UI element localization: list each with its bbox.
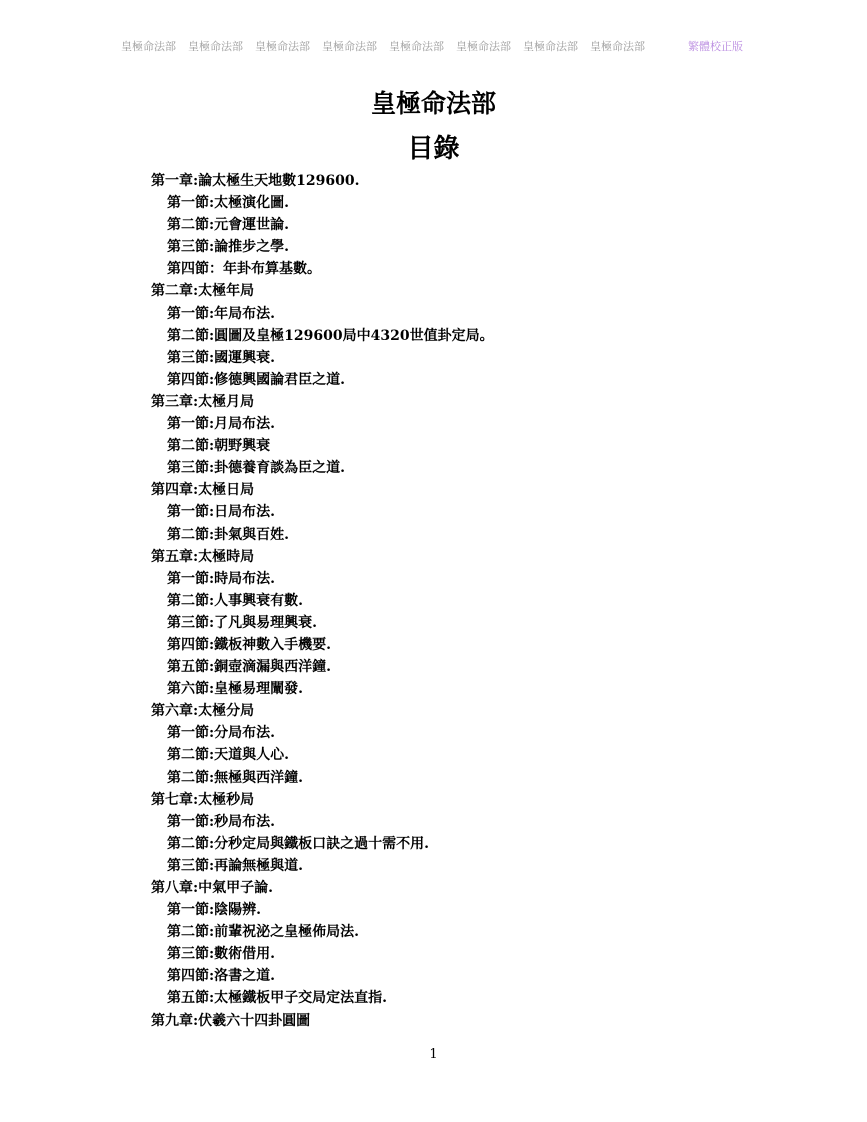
toc-chapter-entry: 第九章:伏羲六十四卦圓圖 — [151, 1012, 311, 1029]
toc-section-entry: 第三節:論推步之學. — [167, 239, 290, 256]
toc-section-entry: 第二節:圓圖及皇極129600局中4320世值卦定局。 — [167, 327, 494, 344]
toc-chapter-entry: 第一章:論太極生天地數129600. — [151, 173, 360, 189]
toc-section-entry: 第四節:鐵板神數入手機要. — [167, 636, 332, 653]
toc-section-entry: 第六節:皇極易理闡發. — [167, 681, 304, 698]
book-title: 皇極命法部 — [370, 89, 496, 118]
header-item: 皇極命法部 — [590, 40, 645, 53]
toc-section-entry: 第三節:卦德養育談為臣之道. — [167, 460, 346, 477]
toc-section-entry: 第二節:人事興衰有數. — [167, 592, 304, 609]
toc-section-entry: 第四節:修德興國論君臣之道. — [167, 371, 346, 388]
header-item: 皇極命法部 — [389, 40, 444, 53]
toc-section-entry: 第五節:太極鐵板甲子交局定法直指. — [167, 990, 388, 1007]
toc-section-entry: 第二節:分秒定局與鐵板口訣之過十需不用. — [167, 835, 430, 852]
toc-chapter-entry: 第八章:中氣甲子論. — [151, 880, 274, 896]
toc-section-entry: 第二節:朝野興衰 — [167, 438, 271, 455]
table-of-contents — [151, 170, 771, 1032]
edition-tag: 繁體校正版 — [688, 40, 743, 53]
toc-section-entry: 第一節:時局布法. — [167, 570, 276, 587]
toc-chapter-entry: 第七章:太極秒局 — [151, 791, 255, 808]
toc-section-entry: 第二節:無極與西洋鐘. — [167, 769, 304, 786]
page-number: 1 — [429, 1047, 438, 1062]
toc-section-entry: 第三節:數術借用. — [167, 946, 276, 963]
toc-chapter-entry: 第二章:太極年局 — [151, 283, 255, 300]
toc-section-entry: 第五節:銅壺滴漏與西洋鐘. — [167, 659, 332, 676]
toc-section-entry: 第一節:秒局布法. — [167, 813, 276, 830]
toc-section-entry: 第二節:天道與人心. — [167, 747, 290, 764]
toc-chapter-entry: 第四章:太極日局 — [151, 482, 255, 499]
running-header — [0, 38, 867, 56]
toc-chapter-entry: 第五章:太極時局 — [151, 548, 255, 565]
header-item: 皇極命法部 — [188, 40, 243, 53]
toc-section-entry: 第二節:卦氣與百姓. — [167, 526, 290, 543]
toc-section-entry: 第一節:月局布法. — [167, 416, 276, 433]
toc-section-entry: 第一節:陰陽辨. — [167, 902, 262, 919]
toc-chapter-entry: 第三章:太極月局 — [151, 393, 255, 410]
toc-section-entry: 第三節:國運興衰. — [167, 349, 276, 366]
toc-section-entry: 第一節:日局布法. — [167, 504, 276, 521]
toc-heading: 目錄 — [407, 134, 460, 164]
toc-section-entry: 第四節：年卦布算基數。 — [167, 261, 321, 278]
toc-section-entry: 第四節:洛書之道. — [167, 968, 276, 985]
toc-section-entry: 第一節:太極演化圖. — [167, 195, 290, 212]
header-repeated-titles — [121, 38, 657, 54]
toc-section-entry: 第二節:前輩祝泌之皇極佈局法. — [167, 924, 360, 941]
toc-section-entry: 第一節:分局布法. — [167, 725, 276, 742]
toc-section-entry: 第二節:元會運世論. — [167, 217, 290, 234]
header-item: 皇極命法部 — [255, 40, 310, 53]
toc-chapter-entry: 第六章:太極分局 — [151, 703, 255, 720]
header-item: 皇極命法部 — [523, 40, 578, 53]
toc-section-entry: 第三節:了凡與易理興衰. — [167, 614, 318, 631]
header-item: 皇極命法部 — [456, 40, 511, 53]
toc-section-entry: 第三節:再論無極與道. — [167, 857, 304, 874]
header-item: 皇極命法部 — [322, 40, 377, 53]
toc-section-entry: 第一節:年局布法. — [167, 305, 276, 322]
header-item: 皇極命法部 — [121, 40, 176, 53]
